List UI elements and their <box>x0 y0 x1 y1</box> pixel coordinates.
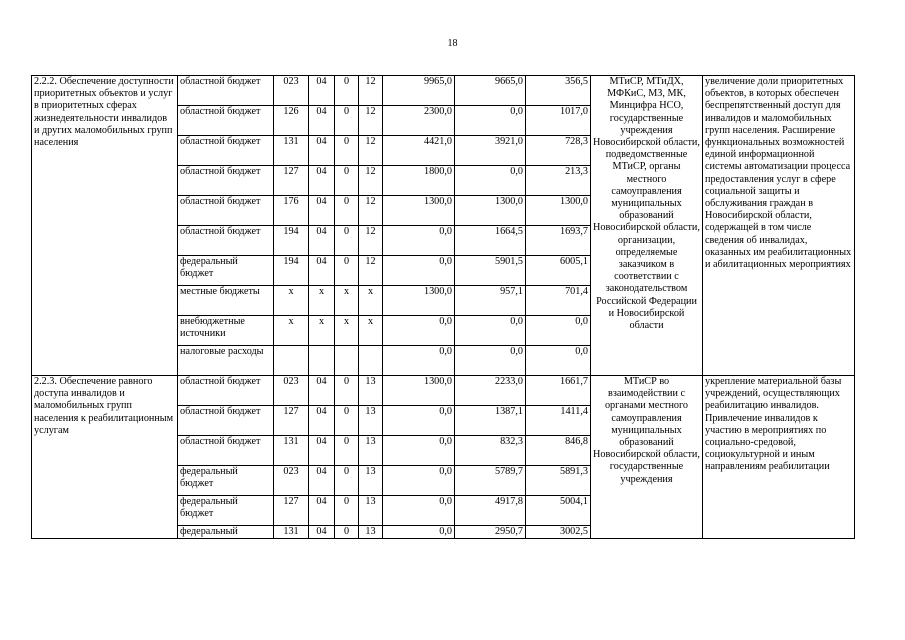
funding-source: областной бюджет <box>178 226 274 256</box>
section-code: 04 <box>309 106 335 136</box>
target-article-code: 12 <box>359 196 383 226</box>
target-article-code: 12 <box>359 136 383 166</box>
section-code <box>309 346 335 376</box>
grbs-code: 127 <box>274 166 309 196</box>
executors: МТиСР, МТиДХ, МФКиС, МЗ, МК, Минцифра НСО, государственные учреждения Новосибирской области, подведомственные МТиСР, органы местного самоуправления муниципальных образований Новосибирской области, организации, определяемые заказчиком в соответствии с законодательством Российской Федерации и Новосибирской области <box>591 76 703 376</box>
target-article-code: 12 <box>359 76 383 106</box>
subsection-code: 0 <box>335 76 359 106</box>
subsection-code: 0 <box>335 226 359 256</box>
amount-year-2: 832,3 <box>455 436 526 466</box>
amount-year-1: 0,0 <box>383 496 455 526</box>
amount-year-2: 0,0 <box>455 106 526 136</box>
amount-year-1: 0,0 <box>383 466 455 496</box>
amount-year-3: 1300,0 <box>526 196 591 226</box>
subsection-code: 0 <box>335 256 359 286</box>
amount-year-3: 1661,7 <box>526 376 591 406</box>
amount-year-1: 1300,0 <box>383 286 455 316</box>
funding-source: федеральный <box>178 526 274 539</box>
target-article-code: x <box>359 286 383 316</box>
section-code: 04 <box>309 166 335 196</box>
amount-year-3: 701,4 <box>526 286 591 316</box>
amount-year-2: 5901,5 <box>455 256 526 286</box>
grbs-code: 131 <box>274 136 309 166</box>
amount-year-1: 1300,0 <box>383 196 455 226</box>
funding-source: областной бюджет <box>178 406 274 436</box>
amount-year-3: 0,0 <box>526 346 591 376</box>
amount-year-1: 0,0 <box>383 526 455 539</box>
grbs-code: 023 <box>274 466 309 496</box>
subsection-code: 0 <box>335 136 359 166</box>
amount-year-3: 356,5 <box>526 76 591 106</box>
target-article-code <box>359 346 383 376</box>
amount-year-1: 0,0 <box>383 226 455 256</box>
amount-year-2: 3921,0 <box>455 136 526 166</box>
target-article-code: 13 <box>359 466 383 496</box>
grbs-code: 023 <box>274 76 309 106</box>
funding-source: внебюджетные источники <box>178 316 274 346</box>
section-code: 04 <box>309 76 335 106</box>
target-article-code: 13 <box>359 496 383 526</box>
amount-year-1: 1300,0 <box>383 376 455 406</box>
grbs-code: 023 <box>274 376 309 406</box>
amount-year-2: 2233,0 <box>455 376 526 406</box>
amount-year-3: 728,3 <box>526 136 591 166</box>
section-code: 04 <box>309 496 335 526</box>
section-code: 04 <box>309 256 335 286</box>
measure-name: 2.2.3. Обеспечение равного доступа инвалидов и маломобильных групп населения к реабилитационным услугам <box>32 376 178 539</box>
grbs-code: 126 <box>274 106 309 136</box>
target-article-code: 13 <box>359 526 383 539</box>
target-article-code: x <box>359 316 383 346</box>
amount-year-2: 0,0 <box>455 166 526 196</box>
section-code: 04 <box>309 196 335 226</box>
amount-year-2: 1387,1 <box>455 406 526 436</box>
funding-source: областной бюджет <box>178 376 274 406</box>
amount-year-3: 1017,0 <box>526 106 591 136</box>
section-code: 04 <box>309 226 335 256</box>
amount-year-2: 9665,0 <box>455 76 526 106</box>
amount-year-1: 2300,0 <box>383 106 455 136</box>
funding-source: федеральный бюджет <box>178 466 274 496</box>
funding-source: областной бюджет <box>178 436 274 466</box>
amount-year-2: 957,1 <box>455 286 526 316</box>
target-article-code: 12 <box>359 226 383 256</box>
grbs-code <box>274 346 309 376</box>
grbs-code: 131 <box>274 436 309 466</box>
target-article-code: 13 <box>359 376 383 406</box>
expected-result: увеличение доли приоритетных объектов, в которых обеспечен беспрепятственный доступ для инвалидов и маломобильных групп населения. Расширение функциональных возможностей единой информационной системы автоматизации процесса предоставления услуг в сфере социальной защиты и обслуживания граждан в Новосибирской области, содержащей в том числе сведения об инвалидах, оказанных им реабилитационных и абилитационных мероприятиях <box>703 76 855 376</box>
funding-source: областной бюджет <box>178 106 274 136</box>
section-code: 04 <box>309 136 335 166</box>
amount-year-1: 0,0 <box>383 436 455 466</box>
subsection-code: 0 <box>335 376 359 406</box>
subsection-code: 0 <box>335 406 359 436</box>
amount-year-2: 2950,7 <box>455 526 526 539</box>
grbs-code: 127 <box>274 406 309 436</box>
target-article-code: 12 <box>359 166 383 196</box>
subsection-code: 0 <box>335 496 359 526</box>
amount-year-1: 4421,0 <box>383 136 455 166</box>
funding-source: местные бюджеты <box>178 286 274 316</box>
section-code: x <box>309 286 335 316</box>
grbs-code: x <box>274 316 309 346</box>
funding-source: областной бюджет <box>178 136 274 166</box>
subsection-code: 0 <box>335 466 359 496</box>
amount-year-2: 0,0 <box>455 346 526 376</box>
amount-year-3: 1693,7 <box>526 226 591 256</box>
amount-year-3: 0,0 <box>526 316 591 346</box>
page-number: 18 <box>447 38 458 49</box>
section-code: 04 <box>309 436 335 466</box>
funding-source: областной бюджет <box>178 76 274 106</box>
section-code: 04 <box>309 376 335 406</box>
grbs-code: 194 <box>274 226 309 256</box>
amount-year-2: 0,0 <box>455 316 526 346</box>
amount-year-1: 0,0 <box>383 346 455 376</box>
amount-year-2: 1300,0 <box>455 196 526 226</box>
amount-year-3: 846,8 <box>526 436 591 466</box>
grbs-code: 194 <box>274 256 309 286</box>
amount-year-2: 1664,5 <box>455 226 526 256</box>
measure-name: 2.2.2. Обеспечение доступности приоритетных объектов и услуг в приоритетных сферах жизнедеятельности инвалидов и других маломобильных групп населения <box>32 76 178 376</box>
grbs-code: 131 <box>274 526 309 539</box>
amount-year-3: 5004,1 <box>526 496 591 526</box>
amount-year-3: 1411,4 <box>526 406 591 436</box>
funding-source: налоговые расходы <box>178 346 274 376</box>
subsection-code: 0 <box>335 436 359 466</box>
executors: МТиСР во взаимодействии с органами местного самоуправления муниципальных образований Новосибирской области, государственные учреждения <box>591 376 703 539</box>
target-article-code: 13 <box>359 406 383 436</box>
subsection-code: 0 <box>335 526 359 539</box>
funding-source: федеральный бюджет <box>178 256 274 286</box>
amount-year-2: 5789,7 <box>455 466 526 496</box>
subsection-code: x <box>335 286 359 316</box>
amount-year-1: 0,0 <box>383 256 455 286</box>
funding-source: областной бюджет <box>178 196 274 226</box>
amount-year-1: 1800,0 <box>383 166 455 196</box>
subsection-code: x <box>335 316 359 346</box>
section-code: 04 <box>309 466 335 496</box>
target-article-code: 12 <box>359 106 383 136</box>
subsection-code: 0 <box>335 106 359 136</box>
amount-year-3: 5891,3 <box>526 466 591 496</box>
amount-year-3: 213,3 <box>526 166 591 196</box>
target-article-code: 13 <box>359 436 383 466</box>
amount-year-1: 0,0 <box>383 316 455 346</box>
grbs-code: 176 <box>274 196 309 226</box>
amount-year-1: 0,0 <box>383 406 455 436</box>
target-article-code: 12 <box>359 256 383 286</box>
section-code: 04 <box>309 526 335 539</box>
amount-year-2: 4917,8 <box>455 496 526 526</box>
grbs-code: 127 <box>274 496 309 526</box>
funding-source: областной бюджет <box>178 166 274 196</box>
table-row <box>32 376 855 406</box>
budget-table <box>31 75 855 539</box>
amount-year-3: 3002,5 <box>526 526 591 539</box>
amount-year-3: 6005,1 <box>526 256 591 286</box>
table-row <box>32 76 855 106</box>
section-code: 04 <box>309 406 335 436</box>
funding-source: федеральный бюджет <box>178 496 274 526</box>
section-code: x <box>309 316 335 346</box>
expected-result: укрепление материальной базы учреждений, осуществляющих реабилитацию инвалидов. Привлечение инвалидов к участию в мероприятиях по социально-средовой, социокультурной и иным направлениям реабилитации <box>703 376 855 539</box>
subsection-code: 0 <box>335 196 359 226</box>
amount-year-1: 9965,0 <box>383 76 455 106</box>
grbs-code: x <box>274 286 309 316</box>
subsection-code <box>335 346 359 376</box>
subsection-code: 0 <box>335 166 359 196</box>
